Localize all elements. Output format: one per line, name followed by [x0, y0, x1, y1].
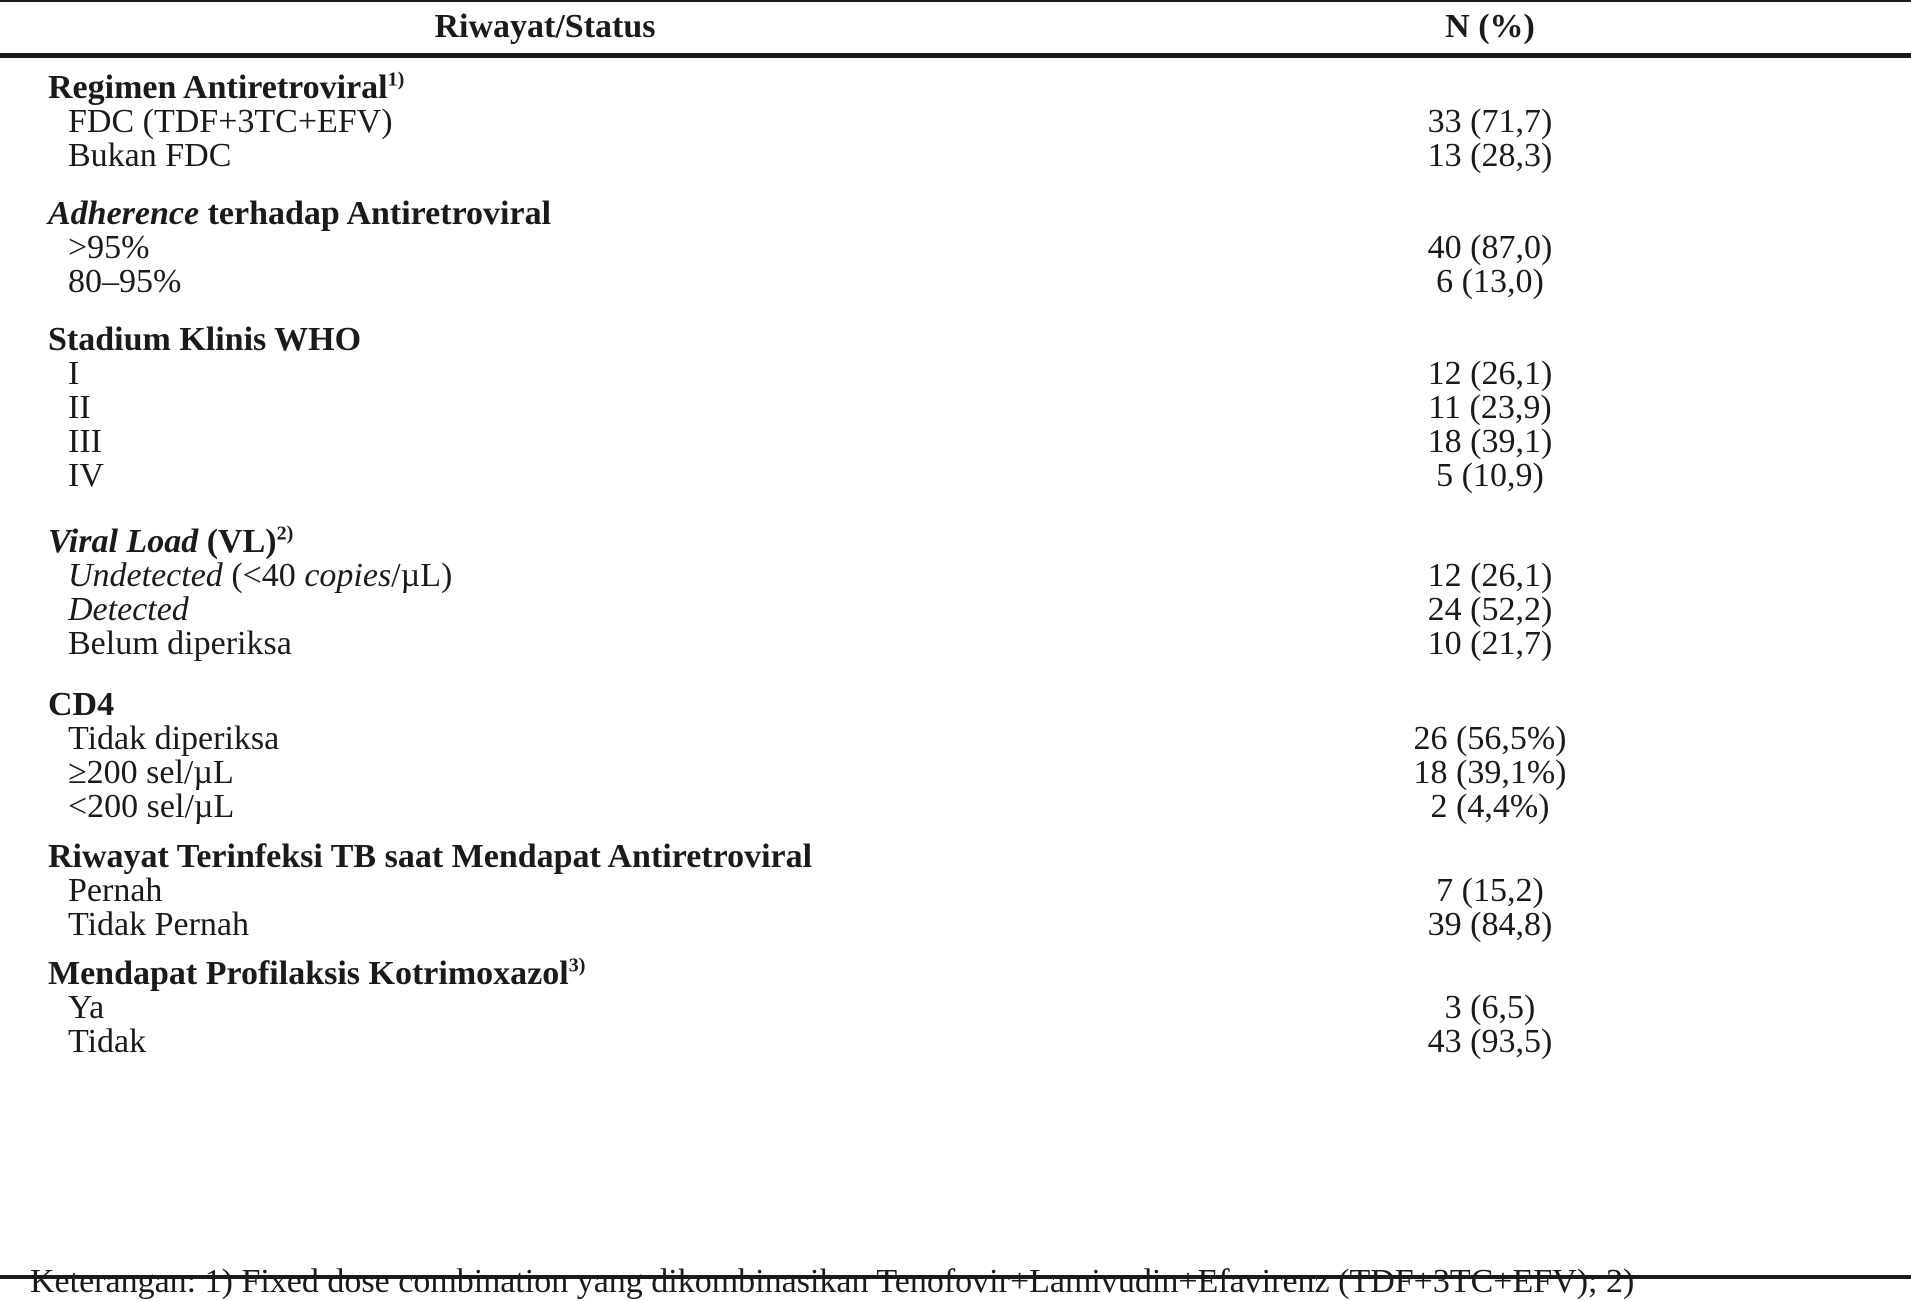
row-label: >95% [68, 229, 150, 266]
row-value: 11 (23,9) [1428, 389, 1552, 426]
row-value: 18 (39,1%) [1413, 754, 1567, 791]
group-title: Riwayat Terinfeksi TB saat Mendapat Antiretroviral [48, 838, 813, 875]
row-value: 39 (84,8) [1427, 906, 1553, 943]
row-label: Detected [68, 591, 189, 628]
group-title-italic: Adherence [48, 195, 200, 232]
table-row [0, 905, 1911, 945]
table-header-rule [0, 53, 1911, 58]
footnote-marker: 3) [568, 954, 586, 977]
row-label: FDC (TDF+3TC+EFV) [68, 103, 393, 140]
group-title-text: Mendapat Profilaksis Kotrimoxazol [48, 955, 569, 992]
group-title-italic: Viral Load [48, 523, 199, 560]
row-value: 18 (39,1) [1427, 423, 1553, 460]
row-value: 33 (71,7) [1427, 103, 1553, 140]
row-value: 40 (87,0) [1427, 229, 1553, 266]
row-label: III [68, 423, 102, 460]
row-label: Tidak [68, 1023, 147, 1060]
row-value: 12 (26,1) [1427, 557, 1553, 594]
footnote-marker: 2) [276, 522, 294, 545]
header-n-percent: N (%) [1445, 8, 1535, 45]
row-value: 12 (26,1) [1427, 355, 1553, 392]
row-label: Tidak diperiksa [68, 720, 280, 757]
table-top-rule [0, 0, 1911, 2]
row-value: 2 (4,4%) [1430, 788, 1550, 825]
table-footnote [0, 1263, 1911, 1300]
row-value: 10 (21,7) [1427, 625, 1553, 662]
footnote-marker: 1) [387, 68, 405, 91]
table-row [0, 456, 1911, 496]
row-label: Ya [68, 989, 105, 1026]
row-label: ≥200 sel/µL [68, 754, 234, 791]
row-value: 13 (28,3) [1427, 137, 1553, 174]
row-label-text: /µL) [391, 557, 453, 594]
row-label: II [68, 389, 91, 426]
group-title-text: (VL) [198, 523, 277, 560]
row-label: I [68, 355, 80, 392]
table-row [0, 624, 1911, 664]
row-value: 7 (15,2) [1436, 872, 1544, 909]
row-label: Tidak Pernah [68, 906, 250, 943]
row-label: <200 sel/µL [68, 788, 235, 825]
row-value: 5 (10,9) [1436, 457, 1544, 494]
table-header-row [0, 6, 1911, 54]
row-value: 24 (52,2) [1427, 591, 1553, 628]
row-value: 6 (13,0) [1436, 263, 1544, 300]
row-label-italic: Undetected [68, 557, 223, 594]
table-row [0, 136, 1911, 176]
footnote-text: Keterangan: 1) Fixed dose combination yang dikombinasikan Tenofovir+Lamivudin+Efavirenz (TDF+3TC+EFV); 2) [30, 1263, 1635, 1300]
group-title: Stadium Klinis WHO [48, 321, 362, 358]
row-label: IV [68, 457, 104, 494]
row-value: 3 (6,5) [1444, 989, 1536, 1026]
row-value: 26 (56,5%) [1413, 720, 1567, 757]
group-title-text: Regimen Antiretroviral [48, 69, 388, 106]
table-row [0, 1022, 1911, 1062]
row-label-italic: copies [304, 557, 392, 594]
row-label: Bukan FDC [68, 137, 232, 174]
header-riwayat-status: Riwayat/Status [434, 8, 656, 45]
group-title: CD4 [48, 686, 115, 723]
table-row [0, 787, 1911, 827]
row-label-text: (<40 [222, 557, 305, 594]
row-label: Pernah [68, 872, 163, 909]
group-title-text: terhadap Antiretroviral [199, 195, 552, 232]
row-value: 43 (93,5) [1427, 1023, 1553, 1060]
row-label: 80–95% [68, 263, 182, 300]
row-label: Belum diperiksa [68, 625, 292, 662]
table-row [0, 262, 1911, 302]
